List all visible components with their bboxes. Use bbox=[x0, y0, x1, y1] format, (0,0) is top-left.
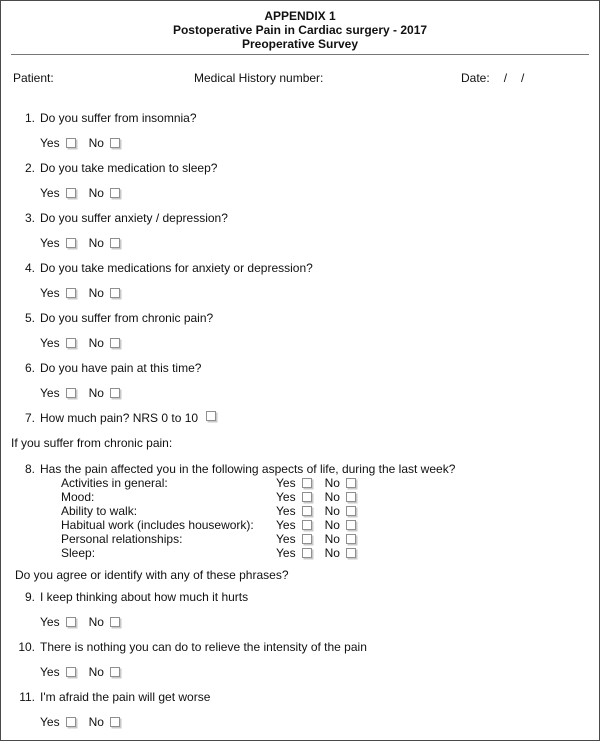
yes-label: Yes bbox=[276, 476, 296, 490]
chronic-pain-intro: If you suffer from chronic pain: bbox=[11, 436, 173, 450]
q8-item-sleep bbox=[61, 546, 589, 560]
no-label: No bbox=[88, 715, 104, 729]
question-text: There is nothing you can do to relieve the intensity of the pain bbox=[40, 640, 367, 654]
question-2 bbox=[11, 161, 589, 200]
yes-checkbox[interactable] bbox=[302, 534, 312, 544]
no-label: No bbox=[324, 518, 340, 532]
question-text: I'm afraid the pain will get worse bbox=[40, 690, 211, 704]
yes-label: Yes bbox=[40, 236, 60, 250]
question-number: 1. bbox=[24, 111, 35, 125]
no-label: No bbox=[88, 286, 104, 300]
question-number: 4. bbox=[24, 261, 35, 275]
nrs-score-checkbox[interactable] bbox=[206, 411, 216, 421]
no-checkbox[interactable] bbox=[110, 388, 120, 398]
no-label: No bbox=[88, 336, 104, 350]
document-title: Postoperative Pain in Cardiac surgery - 2017 bbox=[172, 23, 428, 37]
no-checkbox[interactable] bbox=[110, 338, 120, 348]
yes-checkbox[interactable] bbox=[66, 717, 76, 727]
question-number: 9. bbox=[24, 590, 35, 604]
no-label: No bbox=[324, 546, 340, 560]
question-11 bbox=[11, 690, 589, 729]
yes-label: Yes bbox=[276, 532, 296, 546]
no-checkbox[interactable] bbox=[346, 492, 356, 502]
yes-label: Yes bbox=[40, 336, 60, 350]
question-10-answers bbox=[40, 665, 589, 679]
appendix-title: APPENDIX 1 bbox=[264, 9, 336, 23]
no-checkbox[interactable] bbox=[110, 188, 120, 198]
subitem-label: Sleep: bbox=[61, 546, 96, 560]
yes-checkbox[interactable] bbox=[66, 338, 76, 348]
no-checkbox[interactable] bbox=[110, 288, 120, 298]
no-checkbox[interactable] bbox=[110, 617, 120, 627]
question-number: 5. bbox=[24, 311, 35, 325]
no-checkbox[interactable] bbox=[346, 548, 356, 558]
question-number: 7. bbox=[24, 411, 35, 425]
question-6-answers bbox=[40, 386, 589, 400]
question-3-answers bbox=[40, 236, 589, 250]
question-text: Has the pain affected you in the following aspects of life, during the last week? bbox=[40, 462, 456, 476]
yes-label: Yes bbox=[40, 615, 60, 629]
question-text: Do you suffer from insomnia? bbox=[40, 111, 197, 125]
yes-checkbox[interactable] bbox=[66, 238, 76, 248]
date-slash: / bbox=[521, 71, 525, 85]
no-label: No bbox=[88, 186, 104, 200]
no-checkbox[interactable] bbox=[346, 520, 356, 530]
question-1-answers bbox=[40, 136, 589, 150]
question-number: 6. bbox=[24, 361, 35, 375]
q8-subitems bbox=[61, 476, 589, 560]
patient-label: Patient: bbox=[13, 71, 54, 85]
yes-checkbox[interactable] bbox=[66, 288, 76, 298]
yes-label: Yes bbox=[276, 518, 296, 532]
question-number: 8. bbox=[24, 462, 35, 476]
question-11-answers bbox=[40, 715, 589, 729]
q8-item-walk bbox=[61, 504, 589, 518]
no-label: No bbox=[88, 386, 104, 400]
date-slash: / bbox=[503, 71, 508, 85]
subitem-label: Habitual work (includes housework): bbox=[61, 518, 254, 532]
question-10 bbox=[11, 640, 589, 679]
subitem-label: Ability to walk: bbox=[61, 504, 138, 518]
q8-item-work bbox=[61, 518, 589, 532]
date-label: Date: bbox=[461, 71, 490, 85]
yes-label: Yes bbox=[40, 186, 60, 200]
question-8 bbox=[11, 462, 589, 560]
no-label: No bbox=[88, 665, 104, 679]
no-checkbox[interactable] bbox=[110, 138, 120, 148]
info-row bbox=[11, 71, 589, 85]
yes-checkbox[interactable] bbox=[66, 617, 76, 627]
question-6 bbox=[11, 361, 589, 400]
no-label: No bbox=[324, 532, 340, 546]
no-checkbox[interactable] bbox=[110, 667, 120, 677]
date-field bbox=[461, 71, 524, 85]
question-text: Do you take medications for anxiety or depression? bbox=[40, 261, 313, 275]
yes-label: Yes bbox=[276, 546, 296, 560]
header-divider bbox=[11, 54, 589, 55]
question-text: Do you have pain at this time? bbox=[40, 361, 202, 375]
question-text: Do you suffer anxiety / depression? bbox=[40, 211, 228, 225]
yes-checkbox[interactable] bbox=[66, 138, 76, 148]
no-label: No bbox=[324, 504, 340, 518]
yes-checkbox[interactable] bbox=[66, 188, 76, 198]
question-number: 10. bbox=[18, 640, 35, 654]
subitem-label: Activities in general: bbox=[61, 476, 168, 490]
subitem-label: Mood: bbox=[61, 490, 95, 504]
question-2-answers bbox=[40, 186, 589, 200]
yes-checkbox[interactable] bbox=[66, 388, 76, 398]
document-subtitle: Preoperative Survey bbox=[241, 37, 359, 51]
yes-checkbox[interactable] bbox=[66, 667, 76, 677]
yes-label: Yes bbox=[40, 386, 60, 400]
question-text: How much pain? NRS 0 to 10 bbox=[40, 411, 199, 425]
no-label: No bbox=[88, 615, 104, 629]
yes-checkbox[interactable] bbox=[302, 478, 312, 488]
no-checkbox[interactable] bbox=[346, 478, 356, 488]
question-text: Do you suffer from chronic pain? bbox=[40, 311, 214, 325]
subitem-label: Personal relationships: bbox=[61, 532, 183, 546]
question-5 bbox=[11, 311, 589, 350]
yes-checkbox[interactable] bbox=[302, 548, 312, 558]
question-number: 3. bbox=[24, 211, 35, 225]
header bbox=[11, 9, 589, 51]
phrases-intro: Do you agree or identify with any of these phrases? bbox=[15, 568, 289, 582]
q8-item-activities bbox=[61, 476, 589, 490]
yes-label: Yes bbox=[40, 136, 60, 150]
question-1 bbox=[11, 111, 589, 150]
question-4-answers bbox=[40, 286, 589, 300]
no-label: No bbox=[324, 490, 340, 504]
yes-label: Yes bbox=[40, 286, 60, 300]
question-number: 11. bbox=[19, 690, 35, 704]
yes-checkbox[interactable] bbox=[302, 520, 312, 530]
no-label: No bbox=[88, 236, 104, 250]
question-text: Do you take medication to sleep? bbox=[40, 161, 218, 175]
no-checkbox[interactable] bbox=[110, 717, 120, 727]
question-4 bbox=[11, 261, 589, 300]
question-5-answers bbox=[40, 336, 589, 350]
yes-label: Yes bbox=[40, 665, 60, 679]
no-checkbox[interactable] bbox=[346, 534, 356, 544]
question-7 bbox=[11, 411, 589, 425]
yes-checkbox[interactable] bbox=[302, 506, 312, 516]
yes-label: Yes bbox=[40, 715, 60, 729]
no-label: No bbox=[324, 476, 340, 490]
question-9 bbox=[11, 590, 589, 629]
q8-item-relationships bbox=[61, 532, 589, 546]
questions-list bbox=[11, 111, 589, 729]
no-checkbox[interactable] bbox=[346, 506, 356, 516]
question-text: I keep thinking about how much it hurts bbox=[40, 590, 249, 604]
yes-label: Yes bbox=[276, 490, 296, 504]
yes-checkbox[interactable] bbox=[302, 492, 312, 502]
q8-item-mood bbox=[61, 490, 589, 504]
no-label: No bbox=[88, 136, 104, 150]
yes-label: Yes bbox=[276, 504, 296, 518]
medical-history-label: Medical History number: bbox=[194, 71, 324, 85]
question-number: 2. bbox=[24, 161, 35, 175]
question-9-answers bbox=[40, 615, 589, 629]
question-3 bbox=[11, 211, 589, 250]
no-checkbox[interactable] bbox=[110, 238, 120, 248]
